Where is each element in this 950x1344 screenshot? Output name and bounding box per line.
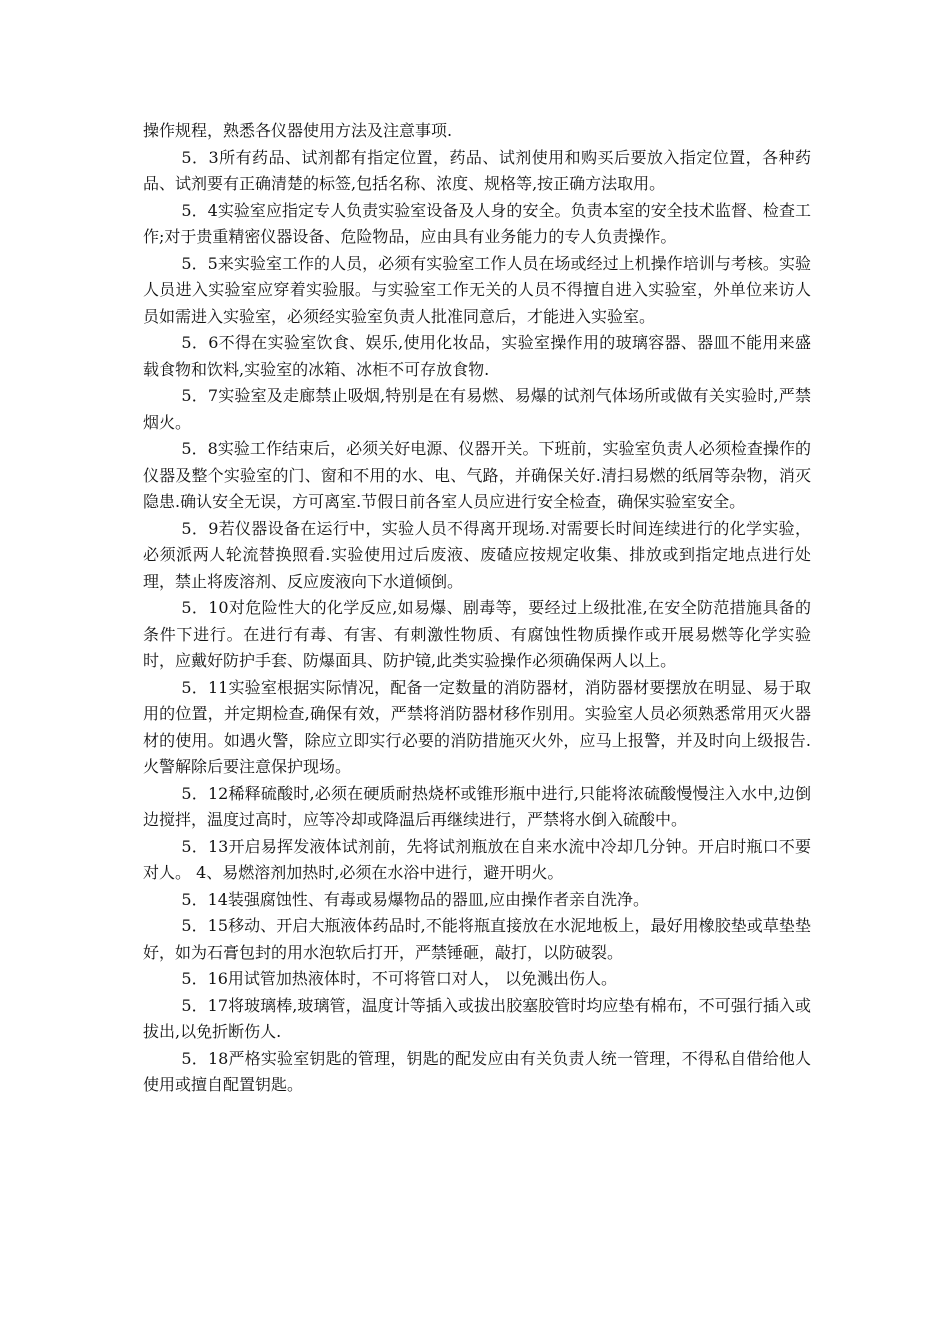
- paragraph-5-8: 5．8实验工作结束后，必须关好电源、仪器开关。下班前，实验室负责人必须检查操作的仪器及整个实验室的门、窗和不用的水、电、气路，并确保关好.清扫易燃的纸屑等杂物，消灭隐患.确认安全无误，方可离室.节假日前各室人员应进行安全检查，确保实验室安全。: [143, 439, 811, 511]
- paragraph-5-17: 5．17将玻璃棒,玻璃管，温度计等插入或拔出胶塞胶管时均应垫有棉布，不可强行插入或拔出,以免折断伤人.: [143, 995, 811, 1041]
- paragraph-5-6: 5．6不得在实验室饮食、娱乐,使用化妆品，实验室操作用的玻璃容器、器皿不能用来盛载食物和饮料,实验室的冰箱、冰柜不可存放食物.: [143, 333, 811, 379]
- paragraph-5-16: 5．16用试管加热液体时，不可将管口对人， 以免溅出伤人。: [181, 969, 618, 988]
- paragraph-5-3: 5．3所有药品、试剂都有指定位置，药品、试剂使用和购买后要放入指定位置，各种药品、试剂要有正确清楚的标签,包括名称、浓度、规格等,按正确方法取用。: [143, 147, 811, 193]
- paragraph-continuation: 操作规程，熟悉各仪器使用方法及注意事项.: [143, 121, 453, 140]
- paragraph-5-10: 5．10对危险性大的化学反应,如易爆、剧毒等，要经过上级批准,在安全防范措施具备的条件下进行。在进行有毒、有害、有刺激性物质、有腐蚀性物质操作或开展易燃等化学实验时，应戴好防护手套、防爆面具、防护镜,此类实验操作必须确保两人以上。: [143, 598, 811, 670]
- document-body: [143, 118, 811, 1099]
- paragraph-5-14: 5．14装强腐蚀性、有毒或易爆物品的器皿,应由操作者亲自洗净。: [181, 889, 650, 909]
- paragraph-5-15: 5．15移动、开启大瓶液体药品时,不能将瓶直接放在水泥地板上，最好用橡胶垫或草垫垫好，如为石膏包封的用水泡软后打开，严禁锤砸，敲打，以防破裂。: [143, 916, 811, 962]
- paragraph-5-9: 5．9若仪器设备在运行中，实验人员不得离开现场.对需要长时间连续进行的化学实验，必须派两人轮流替换照看.实验使用过后废液、废碴应按规定收集、排放或到指定地点进行处理，禁止将废溶剂、反应废液向下水道倾倒。: [143, 518, 811, 591]
- paragraph-5-11: 5．11实验室根据实际情况，配备一定数量的消防器材，消防器材要摆放在明显、易于取用的位置，并定期检查,确保有效，严禁将消防器材移作别用。实验室人员必须熟悉常用灭火器材的使用。如遇火警，除应立即实行必要的消防措施灭火外，应马上报警，并及时向上级报告.火警解除后要注意保护现场。: [143, 677, 811, 776]
- paragraph-5-12: 5．12稀释硫酸时,必须在硬质耐热烧杯或锥形瓶中进行,只能将浓硫酸慢慢注入水中,边倒边搅拌，温度过高时，应等冷却或降温后再继续进行，严禁将水倒入硫酸中。: [143, 783, 811, 829]
- paragraph-5-18: 5．18严格实验室钥匙的管理，钥匙的配发应由有关负责人统一管理，不得私自借给他人使用或擅自配置钥匙。: [143, 1048, 811, 1094]
- paragraph-5-7: 5．7实验室及走廊禁止吸烟,特别是在有易燃、易爆的试剂气体场所或做有关实验时,严禁烟火。: [143, 386, 811, 432]
- paragraph-5-4: 5．4实验室应指定专人负责实验室设备及人身的安全。负责本室的安全技术监督、检查工作;对于贵重精密仪器设备、危险物品，应由具有业务能力的专人负责操作。: [143, 200, 811, 246]
- paragraph-5-13: 5．13开启易挥发液体试剂前，先将试剂瓶放在自来水流中冷却几分钟。开启时瓶口不要对人。 4、易燃溶剂加热时,必须在水浴中进行，避开明火。: [143, 836, 811, 882]
- paragraph-5-5: 5．5来实验室工作的人员，必须有实验室工作人员在场或经过上机操作培训与考核。实验人员进入实验室应穿着实验服。与实验室工作无关的人员不得擅自进入实验室，外单位来访人员如需进入实验室，必须经实验室负责人批准同意后，才能进入实验室。: [143, 253, 811, 326]
